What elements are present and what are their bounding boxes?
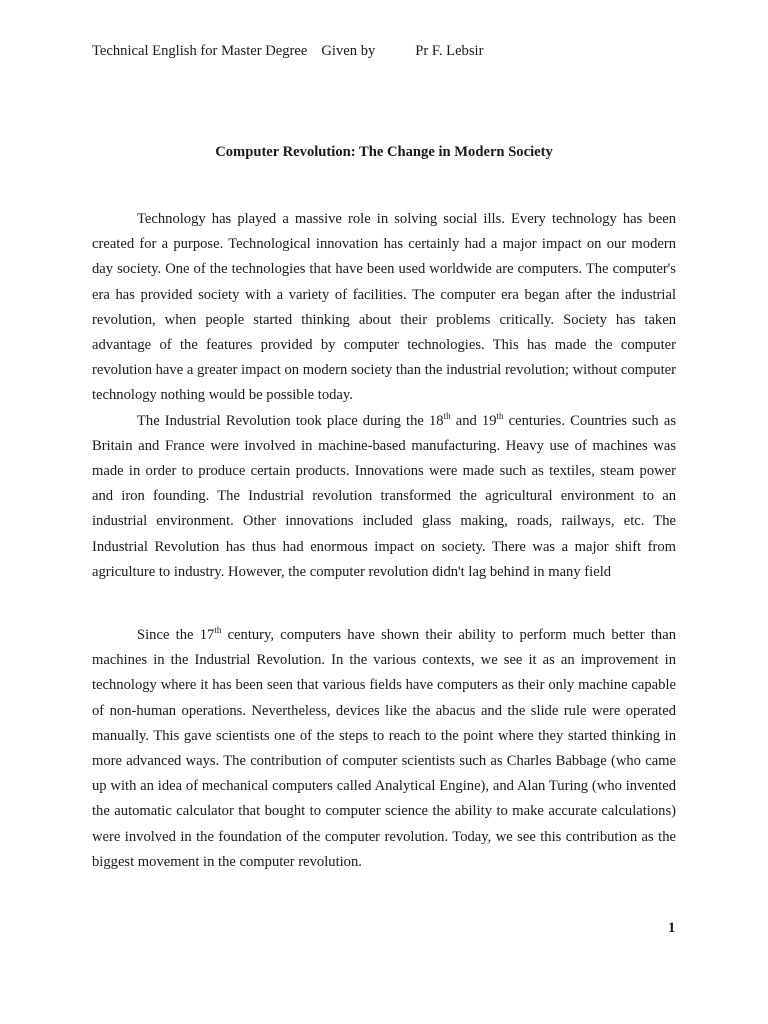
paragraph-1: Technology has played a massive role in solving social ills. Every technology has been created for a purpose. Technological innovation has certainly had a major impact on our modern day society. One of the technologies that have been used worldwide are computers. The computer's era has provided society with a variety of facilities. The computer era began after the industrial revolution, when people started thinking about their problems critically. Society has taken advantage of the features provided by computer technologies. This has made the computer revolution have a greater impact on modern society than the industrial revolution; without computer technology nothing would be possible today. (92, 211, 676, 404)
paragraph-2 (92, 409, 676, 585)
header-given-by: Given by (321, 43, 376, 59)
ordinal-suffix: th (214, 625, 222, 635)
paragraph-2-part-b: and 19 (450, 412, 497, 429)
body-section-2 (92, 623, 676, 875)
running-header (92, 42, 483, 60)
paragraph-3-part-b: century, computers have shown their ability to perform much better than machines in the Industrial Revolution. In the various contexts, we see it as an improvement in technology where it has been seen that various fields have computers as their only machine capable of non-human operations. Nevertheless, devices like the abacus and the slide rule were operated manually. This gave scientists one of the steps to reach to the point where they started thinking in more advanced ways. The contribution of computer scientists such as Charles Babbage (who came up with an idea of mechanical computers called Analytical Engine), and Alan Turing (who invented the automatic calculator that bought to computer science the ability to make accurate calculations) were involved in the foundation of the computer revolution. Today, we see this contribution as the biggest movement in the computer revolution. (92, 627, 676, 870)
document-title: Computer Revolution: The Change in Modern Society (215, 144, 553, 160)
paragraph-2-part-c: centuries. Countries such as Britain and France were involved in machine-based manufacturing. Heavy use of machines was made in order to produce certain products. Innovations were made such as textiles, steam power and iron founding. The Industrial revolution transformed the agricultural environment to an industrial environment. Other innovations included glass making, roads, railways, etc. The Industrial Revolution has thus had enormous impact on society. There was a major shift from agriculture to industry. However, the computer revolution didn't lag behind in many field (92, 412, 676, 580)
page-number: 1 (668, 920, 676, 936)
ordinal-suffix: th (443, 410, 451, 421)
paragraph-3-part-a: Since the 17 (137, 627, 215, 643)
body-section-1 (92, 207, 676, 585)
paragraph-2-part-a: The Industrial Revolution took place during the 18 (137, 412, 444, 429)
paragraph-3 (92, 623, 676, 875)
header-course: Technical English for Master Degree (92, 43, 308, 59)
ordinal-suffix: th (496, 410, 504, 421)
header-author: Pr F. Lebsir (415, 43, 484, 59)
